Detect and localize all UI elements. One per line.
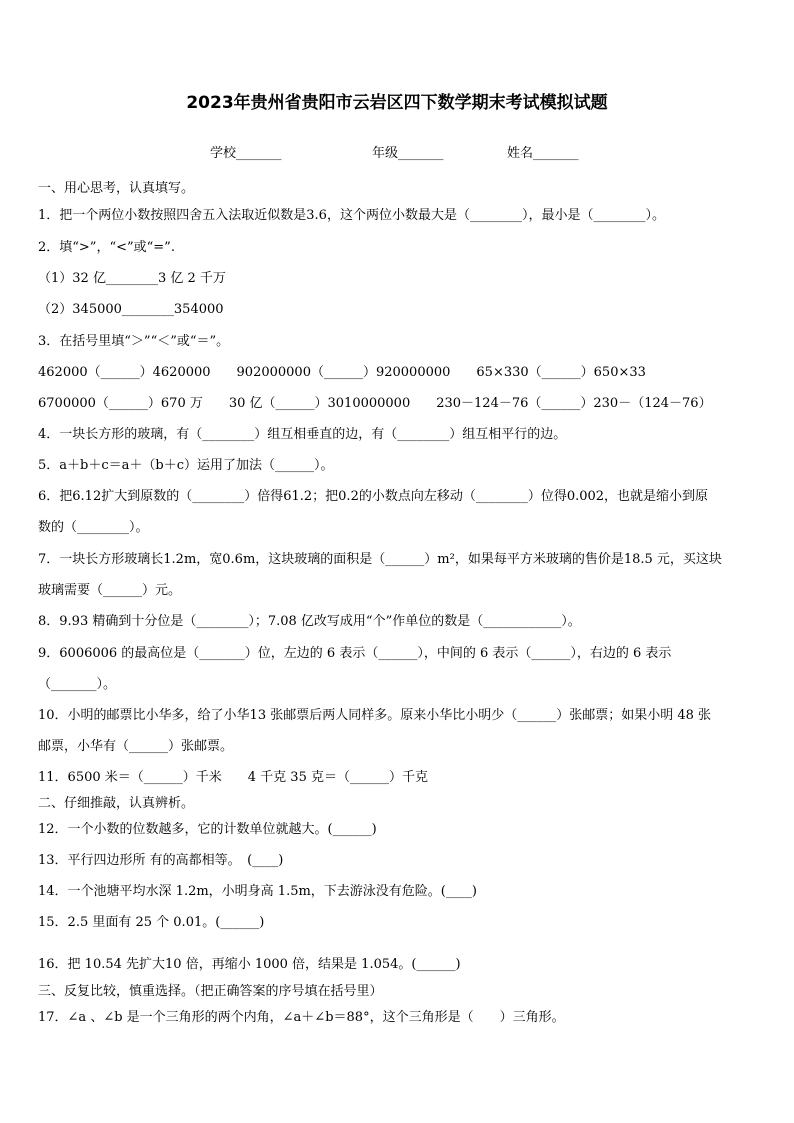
question-3: 3．在括号里填“＞”“＜”或“＝”。 bbox=[38, 334, 230, 349]
question-6-cont: 数的（________）。 bbox=[38, 520, 149, 535]
question-7: 7．一块长方形玻璃长1.2m，宽0.6m，这块玻璃的面积是（______）m²，如果每平方米玻璃的售价是18.5 元，买这块 bbox=[38, 552, 722, 567]
question-10: 10．小明的邮票比小华多，给了小华13 张邮票后两人同样多。原来小华比小明少（______）张邮票；如果小明 48 张 bbox=[38, 708, 712, 723]
question-12: 12．一个小数的位数越多，它的计数单位就越大。(______) bbox=[38, 822, 377, 837]
question-6: 6．把6.12扩大到原数的（________）倍得61.2；把0.2的小数点向左移动（________）位得0.002，也就是缩小到原 bbox=[38, 489, 709, 504]
section-heading-2: 二、仔细推敲，认真辨析。 bbox=[38, 796, 195, 811]
question-16: 16．把 10.54 先扩大10 倍，再缩小 1000 倍，结果是 1.054。(______) bbox=[38, 957, 461, 972]
question-13: 13．平行四边形所 有的高都相等。 (____) bbox=[38, 853, 284, 868]
question-1: 1．把一个两位小数按照四舍五入法取近似数是3.6，这个两位小数最大是（________），最小是（________）。 bbox=[38, 208, 665, 223]
section-heading-1: 一、用心思考，认真填写。 bbox=[38, 181, 195, 196]
grade-field: 年级_______ bbox=[372, 146, 444, 161]
question-2-part-2: （2）345000________354000 bbox=[38, 302, 224, 317]
question-9-cont: （_______）。 bbox=[38, 677, 117, 692]
section-heading-3: 三、反复比较，慎重选择。（把正确答案的序号填在括号里） bbox=[38, 984, 383, 999]
question-15: 15．2.5 里面有 25 个 0.01。(______) bbox=[38, 915, 265, 930]
question-11: 11．6500 米＝（______）千米 4 千克 35 克＝（______）千克 bbox=[38, 770, 428, 785]
question-2-part-1: （1）32 亿________3 亿 2 千万 bbox=[38, 271, 226, 286]
question-5: 5．a＋b＋c＝a＋（b＋c）运用了加法（______）。 bbox=[38, 458, 334, 473]
question-8: 8．9.93 精确到十分位是（________）；7.08 亿改写成用“个”作单位的数是（____________）。 bbox=[38, 614, 581, 629]
question-10-cont: 邮票，小华有（______）张邮票。 bbox=[38, 739, 234, 754]
question-7-cont: 玻璃需要（______）元。 bbox=[38, 583, 182, 598]
question-2: 2．填“>”，“<”或“=”. bbox=[38, 240, 175, 255]
school-field: 学校_______ bbox=[210, 146, 282, 161]
question-3-row-1: 462000（______）4620000 902000000（______）920000000 65×330（______）650×33 bbox=[38, 365, 646, 380]
name-field: 姓名_______ bbox=[507, 146, 579, 161]
page-title: 2023年贵州省贵阳市云岩区四下数学期末考试模拟试题 bbox=[186, 93, 608, 113]
question-17: 17．∠a 、∠b 是一个三角形的两个内角，∠a＋∠b＝88°，这个三角形是（ ）三角形。 bbox=[38, 1010, 565, 1025]
question-14: 14．一个池塘平均水深 1.2m，小明身高 1.5m，下去游泳没有危险。(____) bbox=[38, 884, 477, 899]
question-9: 9．6006006 的最高位是（_______）位，左边的 6 表示（______），中间的 6 表示（______），右边的 6 表示 bbox=[38, 646, 672, 661]
question-4: 4．一块长方形的玻璃，有（________）组互相垂直的边，有（________）组互相平行的边。 bbox=[38, 427, 567, 442]
question-3-row-2: 6700000（______）670 万 30 亿（______）3010000000 230－124－76（______）230－（124－76） bbox=[38, 396, 712, 411]
